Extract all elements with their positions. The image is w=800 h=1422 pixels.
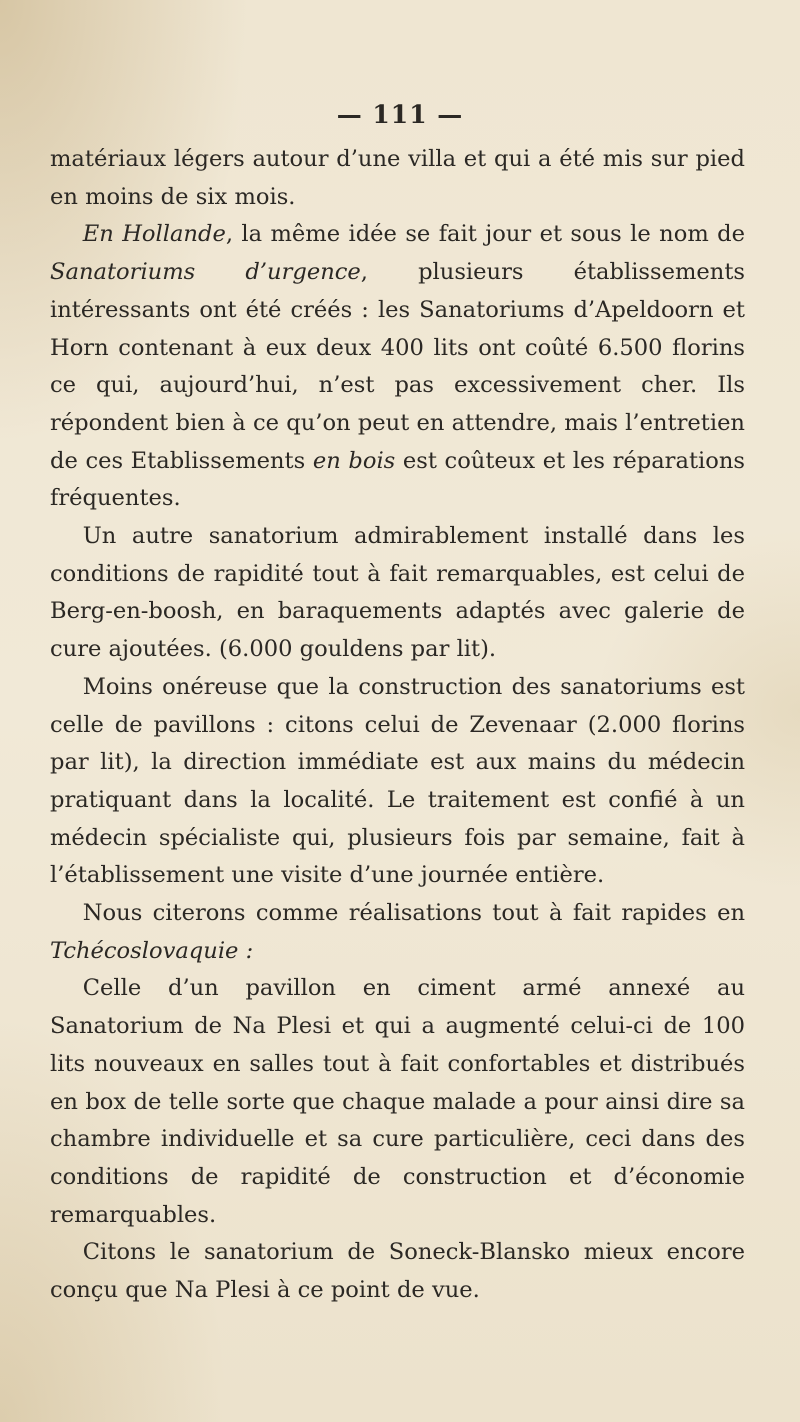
- text-run: Un autre sanatorium admirablement installé dans les conditions de rapidité tout à fait remarquables, est celui de Berg-en-boosh, en baraquements adaptés avec galerie de cure ajoutées. (6.000 gouldens par lit).: [50, 523, 745, 663]
- page-number: — 111 —: [336, 100, 464, 129]
- paragraph: [50, 216, 745, 518]
- italic-text: Sanatoriums d’urgence: [50, 259, 361, 286]
- italic-text: Tchécoslovaquie :: [50, 937, 254, 964]
- text-run: est coûteux et les réparations fréquentes.: [50, 447, 745, 512]
- body-text: [50, 141, 745, 1310]
- text-run: Celle d’un pavillon en ciment armé annexé au Sanatorium de Na Plesi et qui a augmenté celui-ci de 100 lits nouveaux en salles tout à fait confortables et distribués en box de telle sorte que chaque malade a pour ainsi dire sa chambre individuelle et sa cure particulière, ceci dans des conditions de rapidité de construction et d’économie remarquables.: [50, 975, 745, 1228]
- text-run: , la même idée se fait jour et sous le nom de: [225, 221, 745, 248]
- paragraph: [50, 970, 745, 1234]
- text-run: , plusieurs établissements intéressants ont été créés : les Sanatoriums d’Apeldoorn et Horn contenant à eux deux 400 lits ont coûté 6.500 florins ce qui, aujourd’hui, n’est pas excessivement cher. Ils répondent bien à ce qu’on peut en attendre, mais l’entretien de ces Etablissements: [50, 259, 745, 474]
- text-run: matériaux légers autour d’une villa et qui a été mis sur pied en moins de six mois.: [50, 146, 745, 210]
- text-run: Citons le sanatorium de Soneck-Blansko mieux encore conçu que Na Plesi à ce point de vue.: [50, 1239, 745, 1304]
- paragraph: [50, 1234, 745, 1309]
- paragraph: [50, 669, 745, 895]
- text-run: Moins onéreuse que la construction des sanatoriums est celle de pavillons : citons celui de Zevenaar (2.000 florins par lit), la direction immédiate est aux mains du médecin pratiquant dans la localité. Le traitement est confié à un médecin spécialiste qui, plusieurs fois par semaine, fait à l’établissement une visite d’une journée entière.: [50, 673, 745, 889]
- italic-text: en bois: [312, 447, 396, 474]
- paragraph: [50, 141, 745, 216]
- paragraph: [50, 518, 745, 669]
- text-run: Nous citerons comme réalisations tout à fait rapides en: [82, 900, 745, 927]
- paragraph: [50, 895, 745, 970]
- italic-text: En Hollande: [82, 221, 226, 248]
